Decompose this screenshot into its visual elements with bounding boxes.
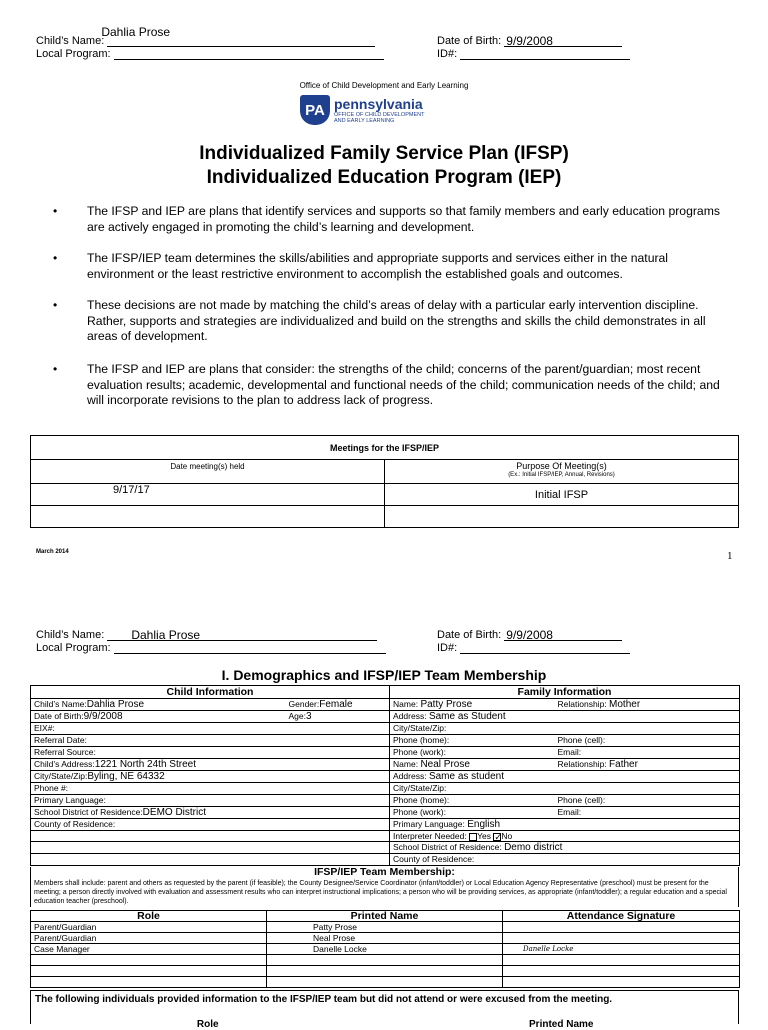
local-program-row [36, 642, 386, 654]
childs-name-row [36, 629, 377, 641]
dob-value: 9/9/2008 [506, 628, 553, 642]
child-info-cell[interactable]: Referral Source: [31, 747, 286, 759]
meeting-purpose[interactable]: Initial IFSP [385, 484, 739, 506]
family-info-cell-2[interactable] [555, 711, 740, 723]
id-row [437, 48, 630, 60]
family-info-cell[interactable]: Phone (work): [390, 747, 555, 759]
demographics-row [31, 771, 740, 783]
family-info-cell-2[interactable] [555, 842, 740, 854]
page-number: 1 [727, 550, 733, 562]
demographics-row [31, 819, 740, 831]
child-info-cell-2[interactable] [286, 831, 390, 842]
title-ifsp: Individualized Family Service Plan (IFSP) [199, 143, 569, 164]
id-row [437, 642, 630, 654]
child-info-cell[interactable]: City/State/Zip:Byling, NE 64332 [31, 771, 286, 783]
meetings-col-date: Date meeting(s) held [31, 460, 385, 484]
child-info-cell-2[interactable] [286, 783, 390, 795]
local-program-field[interactable] [114, 644, 386, 654]
child-info-cell-2[interactable] [286, 819, 390, 831]
team-role[interactable] [31, 966, 267, 977]
team-note: Members shall include: parent and others as requested by the parent (if feasible); the County Designee/Service Coordinator (infant/toddler) or Local Education Agency Representative (preschool) must be present for the meeting; a person directly involved with evaluation and assessment results who can interpret instructional implications; a person who will be providing services, as appropriate (infant/toddler); a regular education and a special education teacher (preschool). [30, 878, 739, 907]
team-role[interactable]: Parent/Guardian [31, 933, 267, 944]
team-title: IFSP/IEP Team Membership: [30, 867, 739, 878]
logo-sub2: AND EARLY LEARNING [334, 118, 395, 124]
family-info-cell[interactable]: City/State/Zip: [390, 723, 555, 735]
childs-name-value: Dahlia Prose [101, 25, 171, 39]
team-table [30, 910, 740, 988]
family-info-cell[interactable]: Name: Neal Prose [390, 759, 555, 771]
family-info-cell[interactable]: Interpreter Needed: Yes ✓No [390, 831, 555, 842]
dob-value: 9/9/2008 [506, 34, 553, 48]
id-field[interactable] [460, 50, 630, 60]
meeting-row [31, 484, 739, 506]
interpreter-yes-checkbox[interactable] [469, 833, 477, 841]
child-info-cell[interactable] [31, 842, 286, 854]
childs-name-row [36, 25, 375, 47]
meetings-title: Meetings for the IFSP/IEP [31, 436, 739, 460]
dob-field[interactable] [504, 35, 622, 47]
child-info-title: Child Information [31, 686, 390, 699]
demographics-row [31, 842, 740, 854]
team-row [31, 922, 740, 933]
team-printed-name[interactable] [267, 955, 503, 966]
family-info-cell[interactable]: County of Residence: [390, 854, 555, 866]
keystone-icon: PA [300, 95, 330, 125]
team-role[interactable] [31, 977, 267, 988]
child-info-cell-2[interactable] [286, 807, 390, 819]
child-info-cell-2[interactable] [286, 842, 390, 854]
team-row [31, 977, 740, 988]
child-info-cell-2[interactable] [286, 735, 390, 747]
child-info-cell-2[interactable] [286, 854, 390, 866]
child-info-cell[interactable]: Child’s Address:1221 North 24th Street [31, 759, 286, 771]
family-info-cell[interactable]: Phone (work): [390, 807, 555, 819]
family-info-cell-2[interactable] [555, 723, 740, 735]
family-info-cell-2[interactable] [555, 819, 740, 831]
team-printed-name[interactable] [267, 966, 503, 977]
child-info-cell-2[interactable]: Gender:Female [286, 699, 390, 711]
family-info-cell[interactable]: Name: Patty Prose [390, 699, 555, 711]
child-info-cell[interactable]: Child’s Name:Dahlia Prose [31, 699, 286, 711]
childs-name-field[interactable] [101, 25, 375, 47]
logo-sub1: OFFICE OF CHILD DEVELOPMENT [334, 112, 425, 118]
meetings-table [30, 435, 739, 528]
team-row [31, 933, 740, 944]
family-info-cell[interactable]: Primary Language: English [390, 819, 555, 831]
team-printed-name[interactable]: Neal Prose [267, 933, 503, 944]
local-program-label: Local Program: [36, 48, 111, 60]
family-info-cell[interactable]: Address: Same as student [390, 771, 555, 783]
family-info-cell-2[interactable]: Relationship: Mother [555, 699, 740, 711]
team-role[interactable] [31, 955, 267, 966]
dob-row [437, 35, 622, 47]
bullet-item: • The IFSP and IEP are plans that consider: the strengths of the child; concerns of the parent/guardian; most recent evaluation results; academic, developmental and functional needs of the child; communication needs of the child; and will incorporate revisions to the plan to address lack of progress. [53, 362, 720, 407]
team-signature[interactable] [503, 933, 740, 944]
demographics-row [31, 723, 740, 735]
demographics-row [31, 699, 740, 711]
local-program-label: Local Program: [36, 642, 111, 654]
local-program-field[interactable] [114, 50, 384, 60]
demographics-row [31, 854, 740, 866]
family-info-cell-2[interactable]: Phone (cell): [555, 795, 740, 807]
childs-name-field[interactable] [107, 629, 377, 641]
demographics-row [31, 711, 740, 723]
family-info-cell-2[interactable]: Relationship: Father [555, 759, 740, 771]
child-info-cell-2[interactable] [286, 723, 390, 735]
bullet-item: • The IFSP and IEP are plans that identify services and supports so that family members and early education programs are actively engaged in promoting the child’s learning and development. [53, 204, 720, 234]
meeting-row [31, 506, 739, 528]
childs-name-value: Dahlia Prose [131, 628, 201, 642]
team-header-name: Printed Name [267, 911, 503, 922]
child-info-cell-2[interactable] [286, 795, 390, 807]
dob-field[interactable] [504, 629, 622, 641]
child-info-cell[interactable]: EIX#: [31, 723, 286, 735]
dob-label: Date of Birth: [437, 35, 502, 47]
demographics-table [30, 685, 740, 866]
dob-row [437, 629, 622, 641]
office-line: Office of Child Development and Early Learning [299, 81, 469, 90]
demographics-row [31, 759, 740, 771]
pa-logo [300, 95, 424, 125]
section-title: I. Demographics and IFSP/IEP Team Membership [221, 667, 547, 683]
local-program-row [36, 48, 384, 60]
meeting-purpose[interactable] [385, 506, 739, 528]
id-label: ID#: [437, 642, 458, 654]
team-row [31, 966, 740, 977]
footer-date: March 2014 [36, 549, 69, 555]
child-info-cell[interactable]: Referral Date: [31, 735, 286, 747]
child-info-cell[interactable]: Primary Language: [31, 795, 286, 807]
bottom-header-role: Role [196, 1019, 219, 1030]
family-info-cell[interactable]: Phone (home): [390, 795, 555, 807]
team-signature[interactable]: Danelle Locke [503, 944, 740, 955]
family-info-cell-2[interactable] [555, 783, 740, 795]
bottom-header-name: Printed Name [529, 1019, 594, 1030]
team-header-signature: Attendance Signature [503, 911, 740, 922]
team-signature[interactable] [503, 955, 740, 966]
meetings-col-purpose: Purpose Of Meeting(s) (Ex.: Initial IFSP/IEP, Annual, Revisions) [385, 460, 739, 484]
family-info-cell[interactable]: City/State/Zip: [390, 783, 555, 795]
bullet-item: • These decisions are not made by matching the child’s areas of delay with a particular early intervention discipline. Rather, supports and strategies are individualized and build on the strengths and skills the child demonstrates in all areas of development. [53, 298, 706, 343]
demographics-row [31, 831, 740, 842]
meeting-date[interactable]: 9/17/17 [31, 484, 385, 506]
family-info-cell[interactable]: Phone (home): [390, 735, 555, 747]
team-signature[interactable] [503, 977, 740, 988]
bullet-item: • The IFSP/IEP team determines the skills/abilities and appropriate supports and services either in the natural environment or the least restrictive environment to accomplish the established goals and outcomes. [53, 251, 669, 281]
id-field[interactable] [460, 644, 630, 654]
child-info-cell[interactable]: County of Residence: [31, 819, 286, 831]
dob-label: Date of Birth: [437, 629, 502, 641]
family-info-cell-2[interactable] [555, 831, 740, 842]
family-info-cell-2[interactable]: Email: [555, 807, 740, 819]
child-info-cell[interactable] [31, 854, 286, 866]
child-info-cell[interactable]: School District of Residence:DEMO District [31, 807, 286, 819]
demographics-row [31, 735, 740, 747]
family-info-title: Family Information [390, 686, 740, 699]
team-printed-name[interactable]: Patty Prose [267, 922, 503, 933]
team-signature[interactable] [503, 966, 740, 977]
family-info-cell[interactable]: Address: Same as Student [390, 711, 555, 723]
family-info-cell-2[interactable] [555, 854, 740, 866]
logo-word: pennsylvania [334, 96, 423, 112]
child-info-cell-2[interactable] [286, 771, 390, 783]
child-info-cell[interactable]: Date of Birth:9/9/2008 [31, 711, 286, 723]
childs-name-label: Child’s Name: [36, 35, 105, 47]
child-info-cell[interactable]: Phone #: [31, 783, 286, 795]
team-printed-name[interactable] [267, 977, 503, 988]
child-info-cell-2[interactable] [286, 747, 390, 759]
team-header-role: Role [31, 911, 267, 922]
demographics-row [31, 783, 740, 795]
team-row [31, 955, 740, 966]
team-printed-name[interactable]: Danelle Locke [267, 944, 503, 955]
interpreter-no-checkbox[interactable]: ✓ [494, 831, 502, 842]
title-iep: Individualized Education Program (IEP) [206, 167, 562, 188]
family-info-cell-2[interactable]: Email: [555, 747, 740, 759]
excused-note: The following individuals provided information to the IFSP/IEP team but did not attend or were excused from the meeting. Role Printed Name [30, 990, 739, 1024]
demographics-row [31, 795, 740, 807]
child-info-cell[interactable] [31, 831, 286, 842]
family-info-cell-2[interactable]: Phone (cell): [555, 735, 740, 747]
meeting-date[interactable] [31, 506, 385, 528]
id-label: ID#: [437, 48, 458, 60]
child-info-cell-2[interactable] [286, 759, 390, 771]
team-signature[interactable] [503, 922, 740, 933]
child-info-cell-2[interactable]: Age:3 [286, 711, 390, 723]
family-info-cell-2[interactable] [555, 771, 740, 783]
team-row [31, 944, 740, 955]
childs-name-label: Child’s Name: [36, 629, 105, 641]
demographics-row [31, 747, 740, 759]
demographics-row [31, 807, 740, 819]
team-role[interactable]: Parent/Guardian [31, 922, 267, 933]
team-role[interactable]: Case Manager [31, 944, 267, 955]
family-info-cell[interactable]: School District of Residence: Demo district [390, 842, 555, 854]
